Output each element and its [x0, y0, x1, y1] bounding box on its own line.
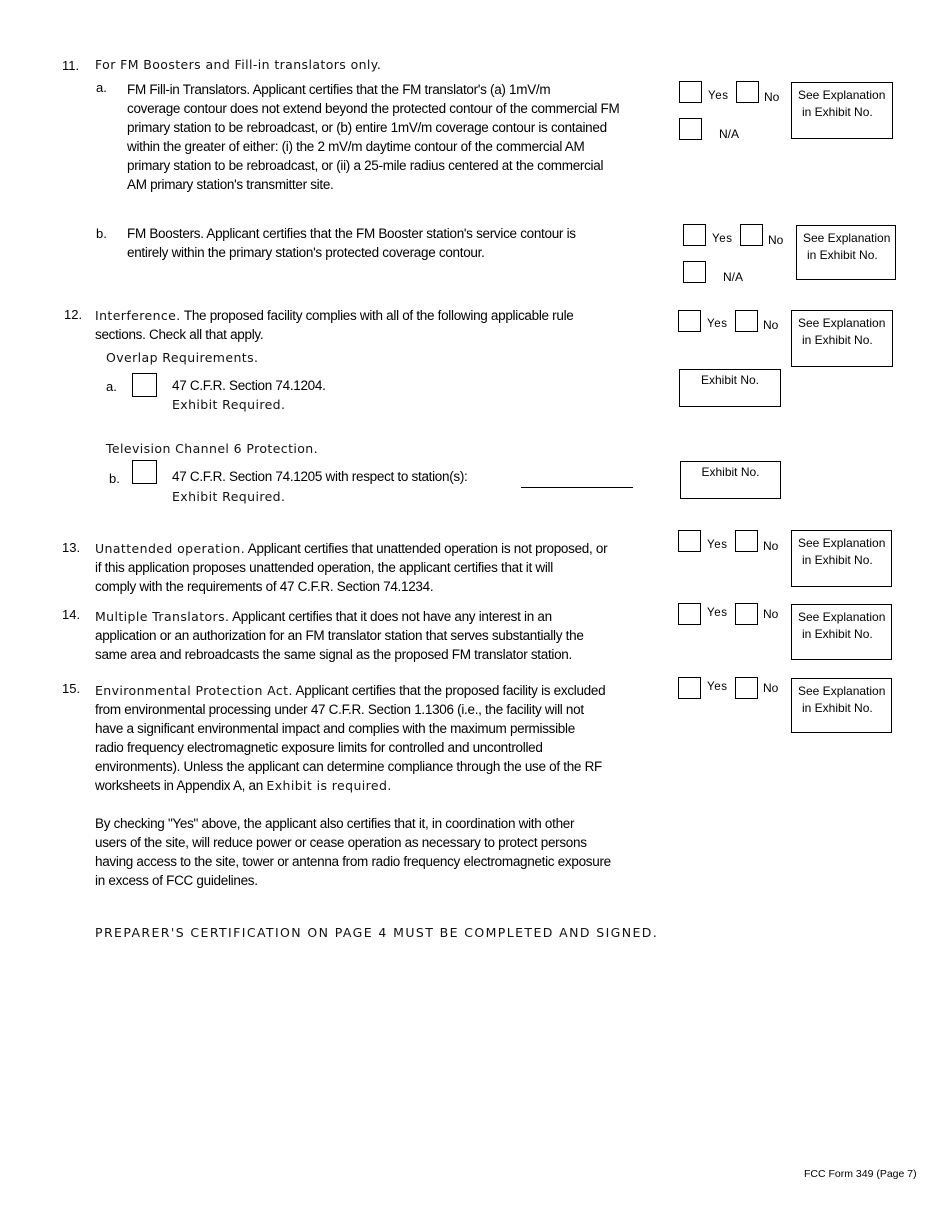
q12b-exhibit-box[interactable]: Exhibit No. [680, 461, 781, 499]
q14-number: 14. [62, 607, 81, 622]
q15-number: 15. [62, 681, 81, 696]
q11b-na-label: N/A [723, 270, 744, 284]
q13-yes-label: Yes [707, 539, 728, 551]
q12-no-checkbox[interactable] [735, 310, 758, 332]
q11b-letter: b. [96, 226, 107, 241]
q15-explanation-box[interactable]: See Explanation in Exhibit No. [791, 678, 892, 733]
q11-number: 11. [62, 58, 80, 73]
q12-yes-label: Yes [707, 318, 728, 330]
q12-overlap-heading: Overlap Requirements. [106, 350, 259, 365]
q11b-text: FM Boosters. Applicant certifies that the FM Booster station's service contour is entirely within the primary station's protected coverage contour. [127, 226, 576, 260]
q12b-note: Exhibit Required. [172, 489, 286, 504]
q15-yes-checkbox[interactable] [678, 677, 701, 699]
q12-explanation-box[interactable]: See Explanation in Exhibit No. [791, 310, 893, 367]
q11a-na-label: N/A [719, 127, 740, 141]
q12b-station-field[interactable] [521, 487, 633, 488]
q12-no-label: No [763, 318, 779, 332]
q12a-rule: 47 C.F.R. Section 74.1204. [172, 378, 326, 393]
q11a-explanation-box[interactable]: See Explanation in Exhibit No. [791, 82, 893, 139]
q11b-yes-checkbox[interactable] [683, 224, 706, 246]
q13-explanation-box[interactable]: See Explanation in Exhibit No. [791, 530, 892, 587]
q15-certification-paragraph: By checking "Yes" above, the applicant also certifies that it, in coordination with other users of the site, will reduce power or cease operation as necessary to protect persons having access to the site, tower or antenna from radio frequency electromagnetic exposure in excess of FCC guidelines. [95, 816, 611, 888]
q15-no-checkbox[interactable] [735, 677, 758, 699]
q12a-note: Exhibit Required. [172, 397, 286, 412]
q13-text: Unattended operation. Applicant certifies that unattended operation is not proposed, or if this application proposes unattended operation, the applicant certifies that it will comply with the requirements of 47 C.F.R. Section 74.1234. [95, 541, 608, 594]
q12b-checkbox[interactable] [132, 460, 157, 484]
q12-text: Interference. The proposed facility complies with all of the following applicable rule sections. Check all that apply. [95, 308, 574, 342]
q13-no-checkbox[interactable] [735, 530, 758, 552]
q15-no-label: No [763, 681, 779, 695]
q11a-text: FM Fill-in Translators. Applicant certifies that the FM translator's (a) 1mV/m coverage contour does not extend beyond the protected contour of the commercial FM primary station to be rebroadcast, or (b) entire 1mV/m coverage contour is contained within the greater of either: (i) the 2 mV/m daytime contour of the commercial AM primary station to be rebroadcast, or (ii) a 25-mile radius centered at the commercial AM primary station's transmitter site. [127, 82, 620, 192]
preparer-notice: PREPARER'S CERTIFICATION ON PAGE 4 MUST BE COMPLETED AND SIGNED. [95, 925, 659, 940]
q14-no-checkbox[interactable] [735, 603, 758, 625]
q11a-yes-checkbox[interactable] [679, 81, 702, 103]
q12a-checkbox[interactable] [132, 373, 157, 397]
q14-yes-label: Yes [707, 607, 728, 619]
q15-yes-label: Yes [707, 681, 728, 693]
q11a-no-checkbox[interactable] [736, 81, 759, 103]
q11-title: For FM Boosters and Fill-in translators only. [95, 57, 382, 72]
q13-yes-checkbox[interactable] [678, 530, 701, 552]
q11b-na-checkbox[interactable] [683, 261, 706, 283]
q12-tv-heading: Television Channel 6 Protection. [106, 441, 318, 456]
q11a-na-checkbox[interactable] [679, 118, 702, 140]
q14-yes-checkbox[interactable] [678, 603, 701, 625]
q14-no-label: No [763, 607, 779, 621]
q11b-no-label: No [768, 233, 784, 247]
page-footer: FCC Form 349 (Page 7) [804, 1168, 917, 1180]
q11b-yes-label: Yes [712, 233, 733, 245]
q14-text: Multiple Translators. Applicant certifies that it does not have any interest in an application or an authorization for an FM translator station that serves substantially the same area and rebroadcasts the same signal as the proposed FM translator station. [95, 609, 584, 662]
q11a-letter: a. [96, 80, 107, 95]
q12a-exhibit-box[interactable]: Exhibit No. [679, 369, 781, 407]
q14-explanation-box[interactable]: See Explanation in Exhibit No. [791, 604, 892, 660]
q12-yes-checkbox[interactable] [678, 310, 701, 332]
q11a-no-label: No [764, 90, 780, 104]
q13-no-label: No [763, 539, 779, 553]
q12b-letter: b. [109, 471, 120, 486]
q11b-explanation-box[interactable]: See Explanation in Exhibit No. [796, 225, 896, 280]
q12a-letter: a. [106, 379, 117, 394]
q11a-yes-label: Yes [708, 90, 729, 102]
q13-number: 13. [62, 540, 81, 555]
q15-text: Environmental Protection Act. Applicant certifies that the proposed facility is excluded from environmental processing under 47 C.F.R. Section 1.1306 (i.e., the facility will not have a significant environmental impact and complies with the maximum permissible radio frequency electromagnetic exposure limits for controlled and uncontrolled environments). Unless the applicant can determine compliance through the use of the RF worksheets in Appendix A, an Exhibit is required. [95, 683, 606, 793]
q12-number: 12. [64, 307, 83, 322]
q11b-no-checkbox[interactable] [740, 224, 763, 246]
q12b-rule: 47 C.F.R. Section 74.1205 with respect to station(s): [172, 469, 468, 484]
